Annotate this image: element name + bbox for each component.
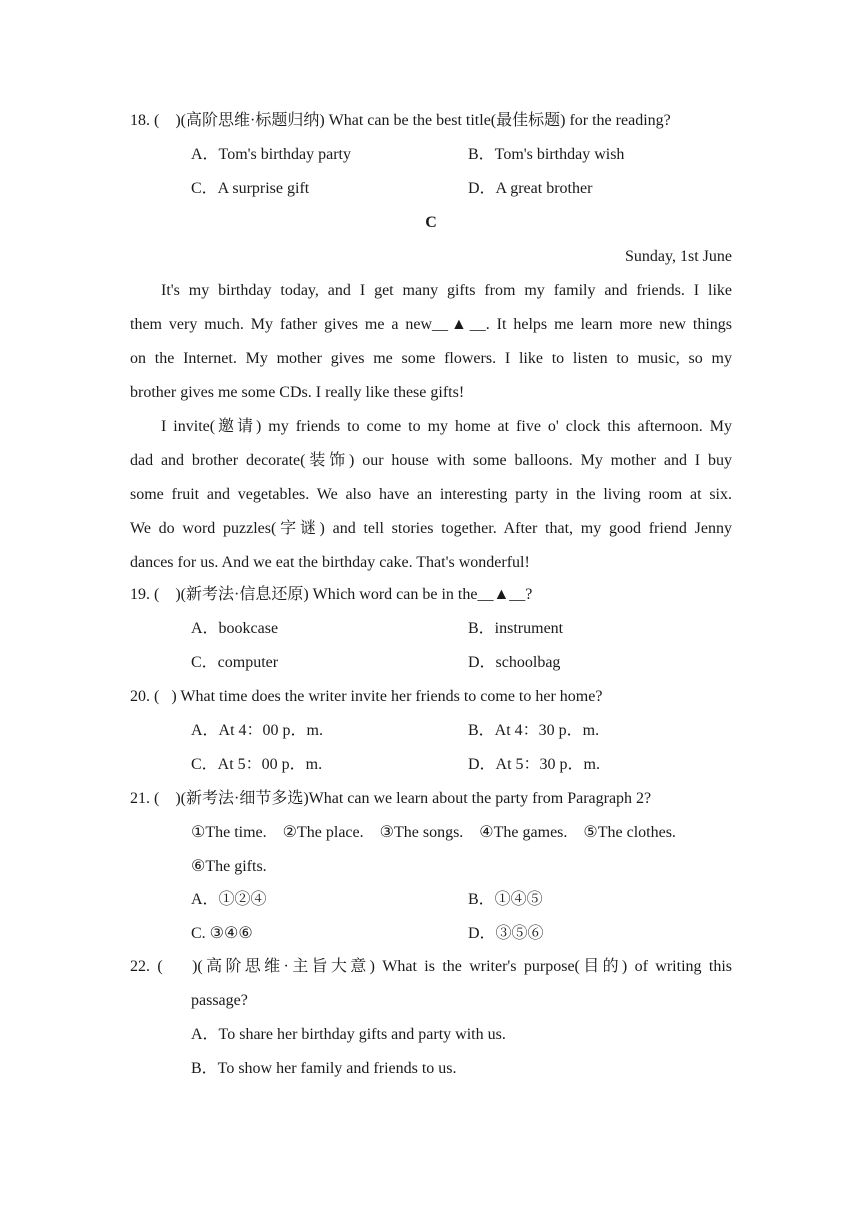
q22-option-a: A．To share her birthday gifts and party with us. [191,1026,506,1043]
q18-options-row1 [191,138,732,172]
q20-options-row2 [191,748,732,782]
q22-option-b: B．To show her family and friends to us. [191,1060,457,1077]
para1-line3: on the Internet. My mother gives me some flowers. I like to listen to music, so my [130,350,732,367]
q20-option-d: D．At 5：30 p．m. [468,756,601,773]
para2-line2: dad and brother decorate(装饰) our house with some balloons. My mother and I buy [130,452,732,469]
q19-option-a: A．bookcase [191,620,279,637]
section-label: C [425,214,437,231]
q18-option-b: B．Tom's birthday wish [468,146,625,163]
diary-date: Sunday, 1st June [625,248,732,265]
q21-options-row1 [191,883,732,917]
q22-stem-line2: passage? [191,992,248,1009]
q21-option-d: D．③⑤⑥ [468,925,544,942]
q18-option-a: A．Tom's birthday party [191,146,351,163]
q18-option-d: D．A great brother [468,180,593,197]
q20-option-b: B．At 4：30 p．m. [468,722,600,739]
q21-options-row2 [191,917,732,951]
q19-stem: 19. ( )(新考法·信息还原) Which word can be in the__▲__? [130,586,533,603]
q19-option-d: D．schoolbag [468,654,561,671]
q19-options-row2 [191,646,732,680]
q22-stem-line1: 22. ( )(高阶思维·主旨大意) What is the writer's purpose(目的) of writing this [130,958,732,975]
q21-choices-line2: ⑥The gifts. [191,858,267,875]
para2-line1: I invite(邀请) my friends to come to my home at five o' clock this afternoon. My [161,418,732,435]
q21-option-b: B．①④⑤ [468,891,543,908]
q21-option-a: A．①②④ [191,891,267,908]
q19-option-b: B．instrument [468,620,564,637]
q18-stem: 18. ( )(高阶思维·标题归纳) What can be the best title(最佳标题) for the reading? [130,112,671,129]
q18-options-row2 [191,172,732,206]
q21-option-c: C. ③④⑥ [191,925,253,942]
q19-options-row1 [191,612,732,646]
q21-stem: 21. ( )(新考法·细节多选)What can we learn about the party from Paragraph 2? [130,790,652,807]
q20-options-row1 [191,714,732,748]
para1-line2: them very much. My father gives me a new__▲__. It helps me learn more new things [130,316,732,333]
q19-option-c: C．computer [191,654,279,671]
para1-line4: brother gives me some CDs. I really like these gifts! [130,384,465,401]
para2-line3: some fruit and vegetables. We also have an interesting party in the living room at six. [130,486,732,503]
para2-line5: dances for us. And we eat the birthday cake. That's wonderful! [130,554,530,571]
q21-choices-line1: ①The time. ②The place. ③The songs. ④The games. ⑤The clothes. [191,824,676,841]
q20-option-c: C．At 5：00 p．m. [191,756,323,773]
q20-option-a: A．At 4：00 p．m. [191,722,324,739]
para2-line4: We do word puzzles(字谜) and tell stories together. After that, my good friend Jenny [130,520,732,537]
q18-option-c: C．A surprise gift [191,180,310,197]
q20-stem: 20. ( ) What time does the writer invite her friends to come to her home? [130,688,603,705]
para1-line1: It's my birthday today, and I get many gifts from my family and friends. I like [161,282,732,299]
